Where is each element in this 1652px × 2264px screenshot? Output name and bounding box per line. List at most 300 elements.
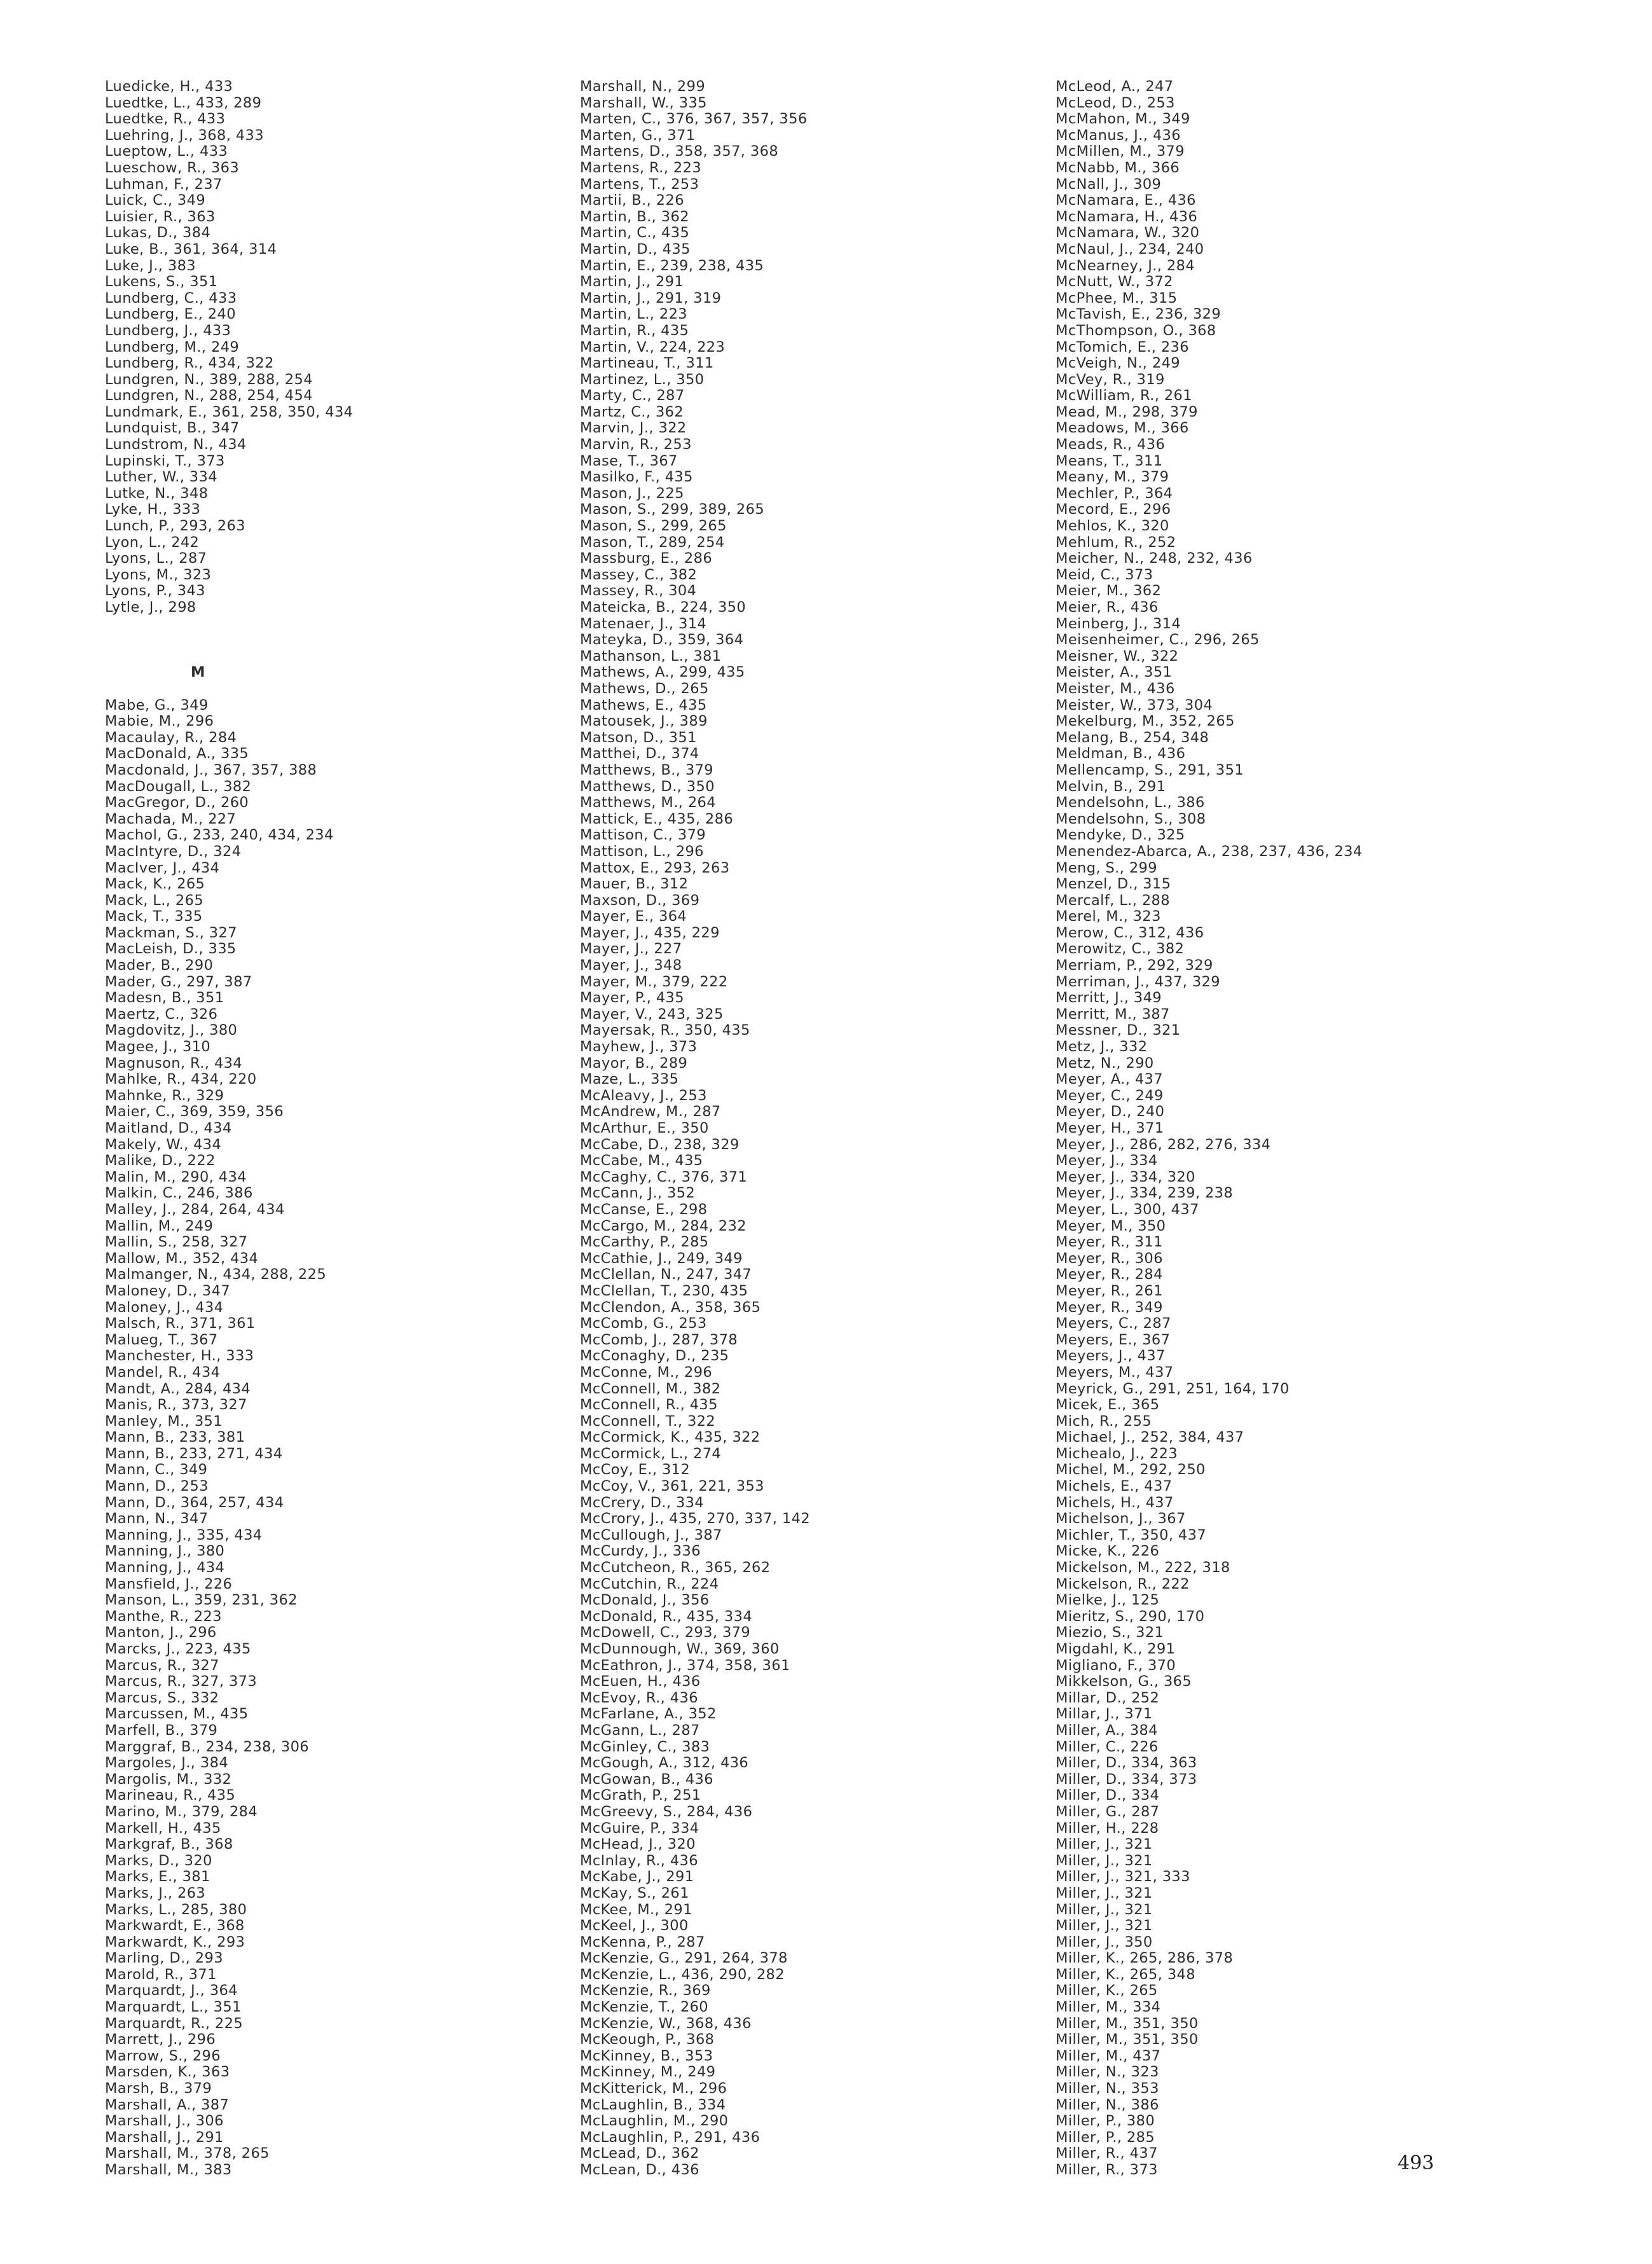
index-entry: Mechler, P., 364	[1056, 485, 1173, 502]
index-column-2	[580, 79, 1038, 2179]
index-entry: Mecord, E., 296	[1056, 501, 1171, 518]
index-entry: Meyrick, G., 291, 251, 164, 170	[1056, 1380, 1290, 1397]
index-entry: McLeod, D., 253	[1056, 94, 1175, 111]
index-entry: McDonald, J., 356	[580, 1592, 710, 1609]
index-entry: Martii, B., 226	[580, 192, 684, 209]
index-entry: Mickelson, M., 222, 318	[1056, 1559, 1230, 1577]
index-entry: Meier, M., 362	[1056, 583, 1162, 600]
index-entry: Meyer, D., 240	[1056, 1103, 1165, 1121]
index-entry: Merriman, J., 437, 329	[1056, 973, 1220, 990]
index-entry: Meister, M., 436	[1056, 680, 1175, 697]
index-entry: Melang, B., 254, 348	[1056, 729, 1209, 746]
index-entry: McGuire, P., 334	[580, 1819, 699, 1837]
index-entry: Maxson, D., 369	[580, 892, 700, 909]
index-entry: McKee, M., 291	[580, 1901, 692, 1918]
index-entry: Miller, M., 351, 350	[1056, 2015, 1199, 2032]
index-entry: Mandt, A., 284, 434	[105, 1380, 251, 1397]
index-entry: Millar, D., 252	[1056, 1689, 1160, 1706]
index-entry: Melvin, B., 291	[1056, 778, 1166, 795]
index-entry: Means, T., 311	[1056, 452, 1163, 469]
index-entry: Mayer, J., 435, 229	[580, 924, 720, 941]
index-entry: Miller, J., 321	[1056, 1836, 1153, 1853]
index-entry: Metz, J., 332	[1056, 1039, 1148, 1056]
index-entry: Lundgren, N., 389, 288, 254	[105, 371, 313, 388]
index-entry: Mayor, B., 289	[580, 1054, 688, 1072]
index-entry: Manning, J., 380	[105, 1543, 225, 1560]
index-entry: McVeigh, N., 249	[1056, 355, 1181, 372]
index-entry: McEvoy, R., 436	[580, 1689, 698, 1706]
index-entry: McGrath, P., 251	[580, 1787, 701, 1804]
index-entry: Marquardt, L., 351	[105, 1999, 242, 2016]
index-entry: Mason, J., 225	[580, 485, 684, 502]
index-entry: Michelson, J., 367	[1056, 1510, 1186, 1528]
index-entry: Mack, L., 265	[105, 892, 204, 909]
index-entry: Miller, J., 321	[1056, 1852, 1153, 1869]
index-entry: Miller, K., 265, 286, 378	[1056, 1950, 1234, 1967]
index-entry: Matthews, D., 350	[580, 778, 715, 795]
index-entry: Marshall, W., 335	[580, 94, 707, 111]
index-entry: Marsh, B., 379	[105, 2080, 212, 2097]
index-entry: MacDougall, L., 382	[105, 778, 252, 795]
index-entry: Mayer, J., 227	[580, 941, 682, 958]
index-entry: Manson, L., 359, 231, 362	[105, 1592, 298, 1609]
index-entry: Martin, D., 435	[580, 240, 691, 258]
index-entry: Markell, H., 435	[105, 1819, 221, 1837]
index-entry: Miller, H., 228	[1056, 1819, 1159, 1837]
index-entry: Luhman, F., 237	[105, 176, 223, 193]
index-entry: Miller, M., 351, 350	[1056, 2031, 1199, 2048]
index-entry: Matthei, D., 374	[580, 745, 699, 763]
index-entry: Meyers, J., 437	[1056, 1348, 1166, 1365]
index-entry: Miller, K., 265	[1056, 1982, 1158, 1999]
index-entry: Mann, B., 233, 271, 434	[105, 1445, 283, 1462]
index-entry: Margoles, J., 384	[105, 1755, 229, 1772]
index-entry: McKeough, P., 368	[580, 2031, 715, 2048]
index-entry: Migdahl, K., 291	[1056, 1641, 1176, 1657]
index-entry: Macdonald, J., 367, 357, 388	[105, 761, 317, 778]
index-entry: Mader, B., 290	[105, 957, 214, 974]
index-entry: McCutchin, R., 224	[580, 1575, 719, 1592]
index-entry: Meid, C., 373	[1056, 566, 1153, 583]
index-entry: McKinney, M., 249	[580, 2064, 716, 2081]
spacer	[105, 681, 563, 698]
index-entry: McHead, J., 320	[580, 1836, 696, 1853]
index-entry: McCormick, K., 435, 322	[580, 1429, 761, 1446]
index-entry: Machada, M., 227	[105, 810, 237, 827]
index-entry: Miller, G., 287	[1056, 1803, 1160, 1820]
index-entry: Mader, G., 297, 387	[105, 973, 252, 990]
index-entry: Marggraf, B., 234, 238, 306	[105, 1738, 310, 1755]
index-entry: Mann, D., 364, 257, 434	[105, 1494, 284, 1511]
index-entry: McThompson, O., 368	[1056, 322, 1216, 339]
index-entry: Marcus, S., 332	[105, 1689, 219, 1706]
spacer	[105, 632, 563, 649]
index-entry: Marshall, A., 387	[105, 2096, 230, 2113]
index-entry: Miller, J., 321, 333	[1056, 1868, 1190, 1886]
index-entry: Mayer, V., 243, 325	[580, 1005, 724, 1023]
index-entry: Meyer, L., 300, 437	[1056, 1201, 1199, 1218]
index-entry: McNabb, M., 366	[1056, 159, 1180, 176]
index-entry: Marks, E., 381	[105, 1868, 210, 1886]
index-entry: McKenzie, G., 291, 264, 378	[580, 1950, 788, 1967]
index-entry: Meyer, H., 371	[1056, 1120, 1164, 1136]
index-entry: Miller, C., 226	[1056, 1738, 1159, 1755]
index-entry: Mayer, P., 435	[580, 990, 684, 1007]
index-entry: McPhee, M., 315	[1056, 289, 1178, 307]
index-entry: Magnuson, R., 434	[105, 1054, 243, 1072]
index-entry: Lundberg, J., 433	[105, 322, 231, 339]
index-entry: Lytle, J., 298	[105, 599, 196, 616]
index-entry: Martens, R., 223	[580, 159, 702, 176]
index-entry: McWilliam, R., 261	[1056, 387, 1192, 404]
index-entry: MacIver, J., 434	[105, 859, 220, 876]
index-entry: Marino, M., 379, 284	[105, 1803, 258, 1820]
index-column-3	[1056, 79, 1513, 2179]
index-entry: Marshall, N., 299	[580, 78, 706, 95]
index-entry: Mansfield, J., 226	[105, 1575, 233, 1592]
index-entry: Lundquist, B., 347	[105, 420, 240, 437]
index-entry: McNutt, W., 372	[1056, 273, 1173, 291]
index-entry: Manthe, R., 223	[105, 1608, 222, 1625]
index-entry: McTomich, E., 236	[1056, 338, 1189, 355]
index-entry: Malley, J., 284, 264, 434	[105, 1201, 285, 1218]
index-entry: McCaghy, C., 376, 371	[580, 1168, 748, 1185]
index-entry: Malike, D., 222	[105, 1152, 216, 1170]
index-entry: Manning, J., 335, 434	[105, 1526, 263, 1543]
index-entry: MacIntyre, D., 324	[105, 843, 242, 860]
index-entry: Merriam, P., 292, 329	[1056, 957, 1213, 974]
index-entry: Marcus, R., 327, 373	[105, 1673, 258, 1690]
index-entry: Meister, W., 373, 304	[1056, 696, 1213, 714]
index-entry: Lyon, L., 242	[105, 534, 200, 551]
index-entry: Lyke, H., 333	[105, 501, 201, 518]
index-entry: Maitland, D., 434	[105, 1120, 232, 1136]
index-entry: Mackman, S., 327	[105, 924, 237, 941]
index-entry: McKinney, B., 353	[580, 2047, 713, 2064]
index-entry: Meany, M., 379	[1056, 469, 1169, 486]
index-entry: Magdovitz, J., 380	[105, 1022, 238, 1039]
index-entry: McDonald, R., 435, 334	[580, 1608, 753, 1625]
index-entry: Matson, D., 351	[580, 729, 697, 746]
index-entry: McNearney, J., 284	[1056, 257, 1195, 274]
spacer	[105, 649, 563, 665]
index-entry: McConnell, R., 435	[580, 1397, 718, 1414]
index-entry: Miller, M., 437	[1056, 2047, 1161, 2064]
index-entry: Messner, D., 321	[1056, 1022, 1181, 1039]
index-entry: McAleavy, J., 253	[580, 1087, 707, 1104]
index-entry: Martin, E., 239, 238, 435	[580, 257, 764, 274]
index-entry: Miller, J., 350	[1056, 1933, 1153, 1950]
index-entry: Mekelburg, M., 352, 265	[1056, 713, 1235, 730]
index-entry: Luke, J., 383	[105, 257, 196, 274]
index-entry: Meldman, B., 436	[1056, 745, 1186, 763]
index-entry: Marrett, J., 296	[105, 2031, 216, 2048]
index-entry: Marsden, K., 363	[105, 2064, 230, 2081]
index-entry: Mack, K., 265	[105, 876, 205, 893]
index-entry: McMillen, M., 379	[1056, 143, 1185, 160]
index-entry: Marold, R., 371	[105, 1966, 217, 1983]
index-entry: Micek, E., 365	[1056, 1397, 1160, 1414]
index-entry: Manchester, H., 333	[105, 1348, 254, 1365]
index-entry: Meyer, R., 284	[1056, 1266, 1163, 1283]
index-entry: Miller, N., 353	[1056, 2080, 1159, 2097]
index-entry: McEuen, H., 436	[580, 1673, 701, 1690]
index-entry: McKabe, J., 291	[580, 1868, 694, 1886]
index-entry: Marineau, R., 435	[105, 1787, 236, 1804]
index-entry: Mann, B., 233, 381	[105, 1429, 245, 1446]
index-entry: McConnell, T., 322	[580, 1412, 716, 1430]
index-entry: McCanse, E., 298	[580, 1201, 708, 1218]
index-entry: Matenaer, J., 314	[580, 615, 707, 632]
index-entry: Michealo, J., 223	[1056, 1445, 1178, 1462]
index-entry: Mattison, C., 379	[580, 827, 706, 844]
index-entry: Manning, J., 434	[105, 1559, 225, 1577]
index-entry: Lueptow, L., 433	[105, 143, 228, 160]
index-entry: Meyer, R., 261	[1056, 1282, 1163, 1299]
index-entry: Michael, J., 252, 384, 437	[1056, 1429, 1244, 1446]
index-entry: Massburg, E., 286	[580, 550, 713, 567]
index-entry: Mandel, R., 434	[105, 1363, 221, 1381]
index-entry: McCann, J., 352	[580, 1185, 696, 1202]
index-entry: Mendelsohn, S., 308	[1056, 810, 1206, 827]
index-entry: McLaughlin, P., 291, 436	[580, 2129, 761, 2146]
index-entry: McClellan, N., 247, 347	[580, 1266, 752, 1283]
index-entry: Mathanson, L., 381	[580, 647, 722, 665]
index-entry: Mason, S., 299, 389, 265	[580, 501, 765, 518]
index-entry: Miller, R., 437	[1056, 2145, 1158, 2162]
index-entry: Lyons, M., 323	[105, 566, 212, 583]
spacer	[105, 616, 563, 633]
index-entry: Miller, M., 334	[1056, 1999, 1161, 2016]
index-entry: Meinberg, J., 314	[1056, 615, 1181, 632]
index-entry: Marshall, J., 291	[105, 2129, 224, 2146]
index-entry: Luedtke, R., 433	[105, 111, 226, 128]
index-entry: Mauer, B., 312	[580, 876, 689, 893]
index-entry: MacLeish, D., 335	[105, 941, 237, 958]
index-entry: Maze, L., 335	[580, 1071, 679, 1088]
index-entry: Meadows, M., 366	[1056, 420, 1189, 437]
index-entry: Mabe, G., 349	[105, 696, 209, 714]
index-entry: Lundberg, R., 434, 322	[105, 355, 274, 372]
index-entry: Meier, R., 436	[1056, 599, 1159, 616]
index-entry: Meicher, N., 248, 232, 436	[1056, 550, 1253, 567]
index-entry: Martineau, T., 311	[580, 355, 714, 372]
index-entry: Mich, R., 255	[1056, 1412, 1152, 1430]
index-entry: McLead, D., 362	[580, 2145, 699, 2162]
index-entry: Marks, L., 285, 380	[105, 1901, 247, 1918]
index-entry: Marten, G., 371	[580, 127, 696, 144]
index-entry: Mehlos, K., 320	[1056, 518, 1169, 535]
index-entry: Mehlum, R., 252	[1056, 534, 1176, 551]
index-entry: Luke, B., 361, 364, 314	[105, 240, 277, 258]
index-entry: Marling, D., 293	[105, 1950, 223, 1967]
index-entry: Mathews, E., 435	[580, 696, 707, 714]
index-entry: Mallin, M., 249	[105, 1217, 214, 1234]
index-entry: Marks, J., 263	[105, 1884, 206, 1902]
index-entry: Mayersak, R., 350, 435	[580, 1022, 750, 1039]
index-entry: Luedicke, H., 433	[105, 78, 233, 95]
index-entry: Mendyke, D., 325	[1056, 827, 1185, 844]
index-entry: Merow, C., 312, 436	[1056, 924, 1204, 941]
index-entry: Mateyka, D., 359, 364	[580, 632, 744, 649]
index-entry: McLeod, A., 247	[1056, 78, 1174, 95]
index-entry: Meyers, E., 367	[1056, 1331, 1171, 1348]
index-entry: Mellencamp, S., 291, 351	[1056, 761, 1244, 778]
index-entry: Mahlke, R., 434, 220	[105, 1071, 257, 1088]
index-entry: Massey, R., 304	[580, 583, 697, 600]
index-entry: McLaughlin, M., 290	[580, 2113, 729, 2130]
index-entry: Meyer, A., 437	[1056, 1071, 1163, 1088]
index-entry: Metz, N., 290	[1056, 1054, 1154, 1072]
index-entry: McConnell, M., 382	[580, 1380, 721, 1397]
index-entry: Merritt, M., 387	[1056, 1005, 1170, 1023]
index-entry: Mase, T., 367	[580, 452, 678, 469]
index-entry: McKay, S., 261	[580, 1884, 689, 1902]
index-entry: Martin, R., 435	[580, 322, 689, 339]
index-entry: Martin, L., 223	[580, 306, 688, 323]
index-entry: McTavish, E., 236, 329	[1056, 306, 1222, 323]
index-entry: Mathews, D., 265	[580, 680, 709, 697]
index-entry: McKeel, J., 300	[580, 1917, 689, 1935]
index-entry: McGann, L., 287	[580, 1722, 700, 1739]
index-entry: Markwardt, E., 368	[105, 1917, 245, 1935]
index-entry: Miller, D., 334	[1056, 1787, 1160, 1804]
index-entry: McKenzie, L., 436, 290, 282	[580, 1966, 785, 1983]
index-entry: Matthews, B., 379	[580, 761, 714, 778]
index-entry: Marfell, B., 379	[105, 1722, 218, 1739]
index-entry: Miller, A., 384	[1056, 1722, 1158, 1739]
index-entry: Meyer, R., 306	[1056, 1250, 1163, 1267]
index-entry: Malsch, R., 371, 361	[105, 1315, 256, 1332]
index-entry: Maertz, C., 326	[105, 1005, 218, 1023]
index-entry: McLean, D., 436	[580, 2162, 699, 2178]
index-entry: McGough, A., 312, 436	[580, 1755, 749, 1772]
index-entry: Marshall, M., 383	[105, 2162, 232, 2178]
index-entry: Luther, W., 334	[105, 469, 217, 486]
index-entry: McCurdy, J., 336	[580, 1543, 701, 1560]
index-entry: Mattick, E., 435, 286	[580, 810, 734, 827]
index-entry: Lundmark, E., 361, 258, 350, 434	[105, 403, 354, 420]
index-entry: McConaghy, D., 235	[580, 1348, 729, 1365]
index-entry: Miller, N., 323	[1056, 2064, 1159, 2081]
index-entry: Martin, C., 435	[580, 224, 690, 242]
index-entry: McNamara, H., 436	[1056, 208, 1198, 225]
index-entry: Lundgren, N., 288, 254, 454	[105, 387, 313, 404]
index-entry: Mason, T., 289, 254	[580, 534, 725, 551]
index-entry: Mead, M., 298, 379	[1056, 403, 1198, 420]
index-entry: McNamara, E., 436	[1056, 192, 1196, 209]
index-entry: Merel, M., 323	[1056, 908, 1161, 925]
index-entry: Mayer, M., 379, 222	[580, 973, 728, 990]
index-entry: Masilko, F., 435	[580, 469, 693, 486]
index-entry: Miezio, S., 321	[1056, 1624, 1164, 1641]
index-entry: Maloney, D., 347	[105, 1282, 231, 1299]
index-entry: Marquardt, R., 225	[105, 2015, 244, 2032]
index-entry: McNamara, W., 320	[1056, 224, 1200, 242]
index-entry: Meyers, M., 437	[1056, 1363, 1174, 1381]
index-entry: Luehring, J., 368, 433	[105, 127, 264, 144]
index-entry: Makely, W., 434	[105, 1136, 222, 1153]
index-entry: Lyons, L., 287	[105, 550, 207, 567]
index-entry: Mercalf, L., 288	[1056, 892, 1170, 909]
index-entry: Lukens, S., 351	[105, 273, 218, 291]
index-entry: Mieritz, S., 290, 170	[1056, 1608, 1205, 1625]
index-entry: Mahnke, R., 329	[105, 1087, 224, 1104]
index-entry: Miller, N., 386	[1056, 2096, 1159, 2113]
page-number: 493	[1398, 2152, 1435, 2174]
index-entry: McComb, G., 253	[580, 1315, 707, 1332]
index-entry: McKitterick, M., 296	[580, 2080, 727, 2097]
index-entry: Merritt, J., 349	[1056, 990, 1162, 1007]
index-entry: Marvin, J., 322	[580, 420, 687, 437]
index-entry: McMahon, M., 349	[1056, 111, 1190, 128]
index-entry: Meyer, J., 334, 320	[1056, 1168, 1195, 1185]
index-entry: Machol, G., 233, 240, 434, 234	[105, 827, 334, 844]
index-entry: Markgraf, B., 368	[105, 1836, 233, 1853]
index-entry: Lukas, D., 384	[105, 224, 211, 242]
index-entry: Mikkelson, G., 365	[1056, 1673, 1192, 1690]
index-entry: Miller, R., 373	[1056, 2162, 1158, 2178]
index-entry: McCathie, J., 249, 349	[580, 1250, 743, 1267]
index-entry: Lundberg, M., 249	[105, 338, 240, 355]
index-entry: Mason, S., 299, 265	[580, 518, 727, 535]
index-entry: Martens, D., 358, 357, 368	[580, 143, 779, 160]
index-entry: Margolis, M., 332	[105, 1770, 232, 1788]
index-entry: Martin, B., 362	[580, 208, 689, 225]
index-entry: Meister, A., 351	[1056, 664, 1173, 681]
index-entry: McLaughlin, B., 334	[580, 2096, 726, 2113]
index-entry: Michler, T., 350, 437	[1056, 1526, 1207, 1543]
index-entry: McCargo, M., 284, 232	[580, 1217, 747, 1234]
index-entry: McConne, M., 296	[580, 1363, 713, 1381]
index-entry: Matthews, M., 264	[580, 794, 716, 811]
index-entry: Miller, K., 265, 348	[1056, 1966, 1195, 1983]
index-entry: Massey, C., 382	[580, 566, 698, 583]
index-entry: Migliano, F., 370	[1056, 1657, 1176, 1674]
index-entry: Miller, D., 334, 373	[1056, 1770, 1197, 1788]
index-entry: Lunch, P., 293, 263	[105, 518, 245, 535]
index-entry: McDowell, C., 293, 379	[580, 1624, 751, 1641]
index-entry: MacGregor, D., 260	[105, 794, 249, 811]
index-entry: Markwardt, K., 293	[105, 1933, 245, 1950]
index-entry: McCoy, E., 312	[580, 1461, 691, 1479]
index-entry: Mendelsohn, L., 386	[1056, 794, 1205, 811]
section-letter-heading: M	[191, 664, 205, 681]
index-entry: Lundstrom, N., 434	[105, 436, 247, 453]
index-entry: Mickelson, R., 222	[1056, 1575, 1190, 1592]
index-entry: Marshall, M., 378, 265	[105, 2145, 270, 2162]
index-entry: Mallin, S., 258, 327	[105, 1234, 248, 1251]
index-entry: Mack, T., 335	[105, 908, 203, 925]
index-entry: McCullough, J., 387	[580, 1526, 722, 1543]
index-entry: McManus, J., 436	[1056, 127, 1181, 144]
index-entry: McEathron, J., 374, 358, 361	[580, 1657, 790, 1674]
index-entry: McKenzie, W., 368, 436	[580, 2015, 752, 2032]
index-entry: McDunnough, W., 369, 360	[580, 1641, 780, 1657]
index-entry: Mateicka, B., 224, 350	[580, 599, 747, 616]
index-entry: Miller, J., 321	[1056, 1917, 1153, 1935]
index-entry: McNall, J., 309	[1056, 176, 1162, 193]
index-entry: Micke, K., 226	[1056, 1543, 1160, 1560]
index-entry: Matousek, J., 389	[580, 713, 708, 730]
index-entry: McComb, J., 287, 378	[580, 1331, 738, 1348]
index-entry: Michels, H., 437	[1056, 1494, 1174, 1511]
index-entry: Lundberg, E., 240	[105, 306, 236, 323]
index-entry: Manley, M., 351	[105, 1412, 223, 1430]
index-entry: Marcussen, M., 435	[105, 1706, 249, 1723]
index-entry: Martin, J., 291	[580, 273, 684, 291]
index-entry: Manis, R., 373, 327	[105, 1397, 247, 1414]
